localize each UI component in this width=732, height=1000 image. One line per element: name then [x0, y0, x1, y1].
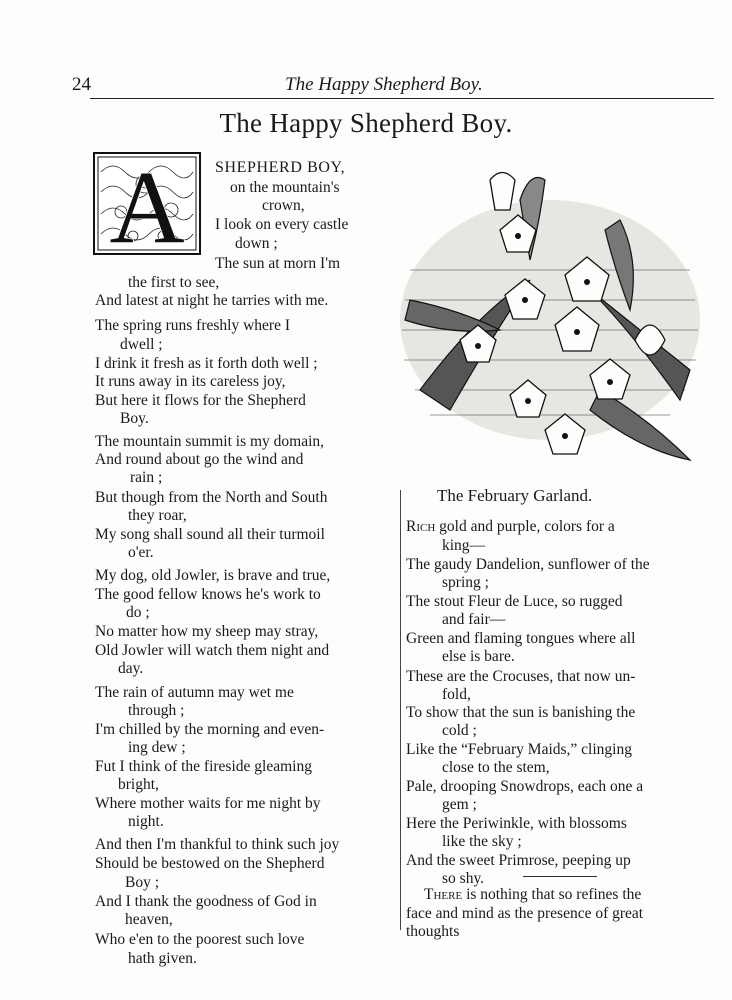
poem-line: The good fellow knows he's work to [95, 586, 321, 603]
poem-line: crown, [262, 197, 305, 214]
poem-line: I drink it fresh as it forth doth well ; [95, 355, 318, 372]
prose-line-text: is nothing that so refines the [462, 886, 642, 903]
poem-line: o'er. [128, 544, 154, 561]
poem-line: And I thank the goodness of God in [95, 893, 317, 910]
poem-line: But though from the North and South [95, 489, 328, 506]
prose-line: thoughts [406, 923, 460, 940]
poem-line: But here it flows for the Shepherd [95, 392, 306, 409]
garland-line: gem ; [442, 796, 477, 813]
poem-line: SHEPHERD BOY, [215, 159, 346, 176]
poem-line: And round about go the wind and [95, 451, 304, 468]
garland-line: fold, [442, 686, 471, 703]
garland-line: cold ; [442, 722, 477, 739]
garland-line: Green and flaming tongues where all [406, 630, 636, 647]
poem-line: Fut I think of the fireside gleaming [95, 758, 312, 775]
column-rule [400, 490, 401, 930]
garland-line: Like the “February Maids,” clinging [406, 741, 632, 758]
poem-line: I look on every castle [215, 216, 349, 233]
poem-line: rain ; [130, 469, 163, 486]
poem-line: dwell ; [120, 336, 163, 353]
poem-line: Who e'en to the poorest such love [95, 931, 305, 948]
garland-line: Pale, drooping Snowdrops, each one a [406, 778, 644, 795]
garland-line: The gaudy Dandelion, sunflower of the [406, 556, 650, 573]
poem-line: It runs away in its careless joy, [95, 373, 286, 390]
poem-line: My dog, old Jowler, is brave and true, [95, 567, 331, 584]
poem-line: Boy. [120, 410, 149, 427]
poem-line: on the mountain's [230, 179, 340, 196]
poem-line: Old Jowler will watch them night and [95, 642, 330, 659]
prose-first-word: There [424, 886, 463, 903]
poem-line: The sun at morn I'm [215, 255, 341, 272]
poem-line: heaven, [125, 911, 173, 928]
poem-line: down ; [235, 235, 278, 252]
poem-line: hath given. [128, 950, 197, 967]
flower-bouquet-illustration [390, 160, 710, 475]
poem-line: bright, [118, 776, 159, 793]
poem-line: through ; [128, 702, 185, 719]
drop-cap-ornament [93, 152, 201, 255]
garland-line: spring ; [442, 574, 489, 591]
poem-line: they roar, [128, 507, 187, 524]
poem-line: I'm chilled by the morning and even- [95, 721, 325, 738]
poem-line: the first to see, [128, 274, 220, 291]
page-number: 24 [72, 74, 91, 95]
poem-line: Where mother waits for me night by [95, 795, 321, 812]
garland-title: The February Garland. [437, 486, 593, 505]
section-divider [523, 876, 597, 877]
poem-line: Should be bestowed on the Shepherd [95, 855, 325, 872]
garland-line-text: gold and purple, colors for a [435, 518, 615, 535]
garland-line: And the sweet Primrose, peeping up [406, 852, 631, 869]
poem-title: The Happy Shepherd Boy. [219, 108, 513, 138]
poem-line: And latest at night he tarries with me. [95, 292, 329, 309]
garland-line: like the sky ; [442, 833, 522, 850]
garland-line: To show that the sun is banishing the [406, 704, 636, 721]
poem-line: And then I'm thankful to think such joy [95, 836, 340, 853]
poem-line: No matter how my sheep may stray, [95, 623, 319, 640]
garland-line: so shy. [442, 870, 485, 887]
prose-line: face and mind as the presence of great [406, 905, 644, 922]
garland-first-word: Rich [406, 518, 436, 535]
garland-line: king— [442, 537, 486, 554]
poem-line: do ; [126, 604, 150, 621]
poem-line: ing dew ; [128, 739, 186, 756]
garland-line: close to the stem, [442, 759, 550, 776]
header-rule [90, 98, 714, 99]
poem-line: Boy ; [125, 874, 160, 891]
poem-line: The mountain summit is my domain, [95, 433, 325, 450]
garland-line: Here the Periwinkle, with blossoms [406, 815, 627, 832]
garland-line [406, 519, 615, 535]
garland-line: and fair— [442, 611, 506, 628]
poem-line: My song shall sound all their turmoil [95, 526, 325, 543]
poem-line: The spring runs freshly where I [95, 317, 290, 334]
garland-line: The stout Fleur de Luce, so rugged [406, 593, 623, 610]
poem-line: The rain of autumn may wet me [95, 684, 294, 701]
running-head: The Happy Shepherd Boy. [285, 74, 483, 95]
poem-line: day. [118, 660, 144, 677]
garland-line: else is bare. [442, 648, 515, 665]
prose-line [424, 887, 641, 903]
poem-line: night. [128, 813, 164, 830]
garland-line: These are the Crocuses, that now un- [406, 668, 636, 685]
drop-cap-letter: A [109, 152, 185, 255]
